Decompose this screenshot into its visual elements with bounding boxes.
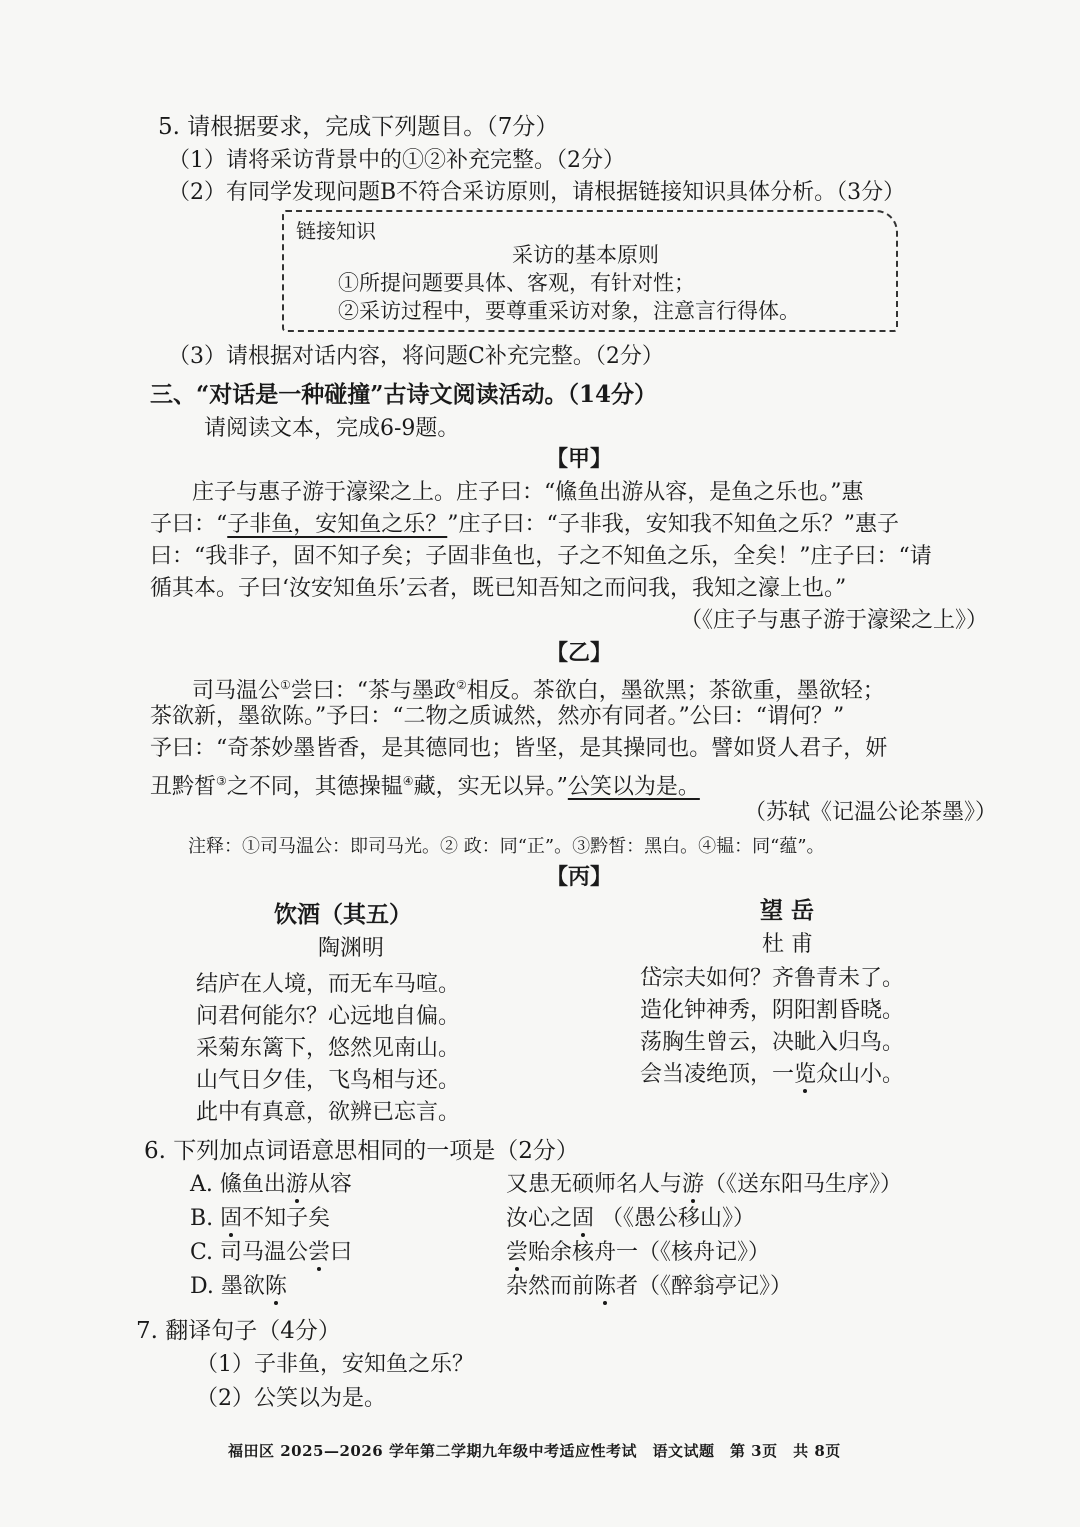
yi-label: 【乙】: [546, 640, 613, 666]
jia-line2: 子曰：“子非鱼，安知鱼之乐？”庄子曰：“子非我，安知我不知鱼之乐？”惠子: [150, 512, 900, 537]
poem1-author: 陶渊明: [318, 936, 385, 961]
poem2-title: 望 岳: [760, 897, 815, 924]
q5-sub1: （1）请将采访背景中的①②补充完整。（2分）: [168, 148, 625, 173]
q6-option-d-left: D. 墨欲陈: [190, 1274, 287, 1299]
jia-line1: 庄子与惠子游于濠梁之上。庄子曰：“鯈鱼出游从容，是鱼之乐也。”惠: [192, 480, 864, 505]
poem2-line1: 岱宗夫如何？齐鲁青未了。: [640, 966, 905, 991]
q5-sub3: （3）请根据对话内容，将问题C补充完整。（2分）: [168, 344, 664, 369]
poem1-line3: 采菊东篱下，悠然见南山。: [196, 1036, 461, 1061]
yi-notes: 注释：①司马温公：即司马光。② 政：同“正”。③黔皙：黑白。④韫：同“蕴”。: [188, 836, 825, 857]
link-box-rule1: ①所提问题要具体、客观，有针对性；: [338, 271, 695, 295]
q6-option-d-right: 杂然而前陈者（《醉翁亭记》）: [506, 1274, 793, 1299]
bing-label: 【丙】: [546, 864, 613, 890]
dotted-word: 固: [220, 1206, 243, 1231]
yi-line3: 予曰：“奇茶妙墨皆香，是其德同也；皆坚，是其操同也。譬如贤人君子，妍: [150, 736, 888, 761]
q6-option-c-left: C. 司马温公尝曰: [190, 1240, 353, 1265]
dotted-word: 陈: [594, 1274, 617, 1299]
poem2-line2: 造化钟神秀，阴阳割昏晓。: [640, 998, 905, 1023]
jia-line3: 曰：“我非子，固不知子矣；子固非鱼也，子之不知鱼之乐，全矣！”庄子曰：“请: [150, 544, 932, 569]
yi-line2: 茶欲新，墨欲陈。”予曰：“二物之质诚然，然亦有同者。”公曰：“谓何？”: [150, 704, 845, 729]
poem2-line4: 会当凌绝顶，一览众山小。: [640, 1062, 905, 1087]
q5-title: 5. 请根据要求，完成下列题目。（7分）: [158, 114, 559, 140]
q7-sub2: （2）公笑以为是。: [196, 1386, 386, 1411]
yi-line4: 丑黔皙③之不同，其德操韫④藏，实无以异。”公笑以为是。: [150, 774, 700, 800]
link-box-title: 采访的基本原则: [512, 243, 659, 267]
poem2-line3: 荡胸生曾云，决眦入归鸟。: [640, 1030, 905, 1055]
q6-title: 6. 下列加点词语意思相同的一项是（2分）: [144, 1138, 579, 1164]
section3-instruction: 请阅读文本，完成6-9题。: [204, 416, 460, 441]
section3-heading: 三、“对话是一种碰撞”古诗文阅读活动。（14分）: [150, 381, 657, 408]
q6-option-b-right: 汝心之固 （《愚公移山》）: [506, 1206, 756, 1231]
poem1-line2: 问君何能尔？心远地自偏。: [196, 1004, 461, 1029]
dotted-word: 尝: [506, 1240, 529, 1265]
page-footer: 福田区 2025—2026 学年第二学期九年级中考适应性考试 语文试题 第 3页 共 8页: [228, 1442, 841, 1460]
jia-label: 【甲】: [546, 446, 613, 472]
poem1-line5: 此中有真意，欲辨已忘言。: [196, 1100, 461, 1125]
link-box-label: 链接知识: [296, 219, 376, 243]
poem1-line4: 山气日夕佳，飞鸟相与还。: [196, 1068, 461, 1093]
q6-option-c-right: 尝贻余核舟一（《核舟记》）: [506, 1240, 771, 1265]
dotted-word: 陈: [264, 1274, 287, 1299]
q7-sub1: （1）子非鱼，安知鱼之乐？: [196, 1352, 474, 1377]
poem2-author: 杜 甫: [762, 932, 813, 957]
yi-source: （苏轼《记温公论茶墨》）: [744, 800, 998, 825]
q6-option-a-left: A. 鯈鱼出游从容: [190, 1172, 352, 1197]
q5-sub2: （2）有同学发现问题B不符合采访原则，请根据链接知识具体分析。（3分）: [168, 180, 906, 205]
yi-line1: 司马温公①尝曰：“茶与墨政②相反。茶欲白，墨欲黑；茶欲重，墨欲轻；: [192, 678, 885, 704]
jia-underlined-sentence: 子非鱼，安知鱼之乐？: [227, 512, 448, 537]
poem1-line1: 结庐在人境，而无车马喧。: [196, 972, 461, 997]
poem1-title: 饮酒（其五）: [274, 901, 412, 928]
jia-line4: 循其本。子曰‘汝安知鱼乐’云者，既已知吾知之而问我，我知之濠上也。”: [150, 576, 847, 601]
dotted-word: 固: [572, 1206, 595, 1231]
dotted-word: 览: [794, 1062, 817, 1087]
q6-option-b-left: B. 固不知子矣: [190, 1206, 331, 1231]
link-box-rule2: ②采访过程中，要尊重采访对象，注意言行得体。: [338, 299, 800, 323]
dotted-word: 游: [682, 1172, 705, 1197]
q6-option-a-right: 又患无硕师名人与游（《送东阳马生序》）: [506, 1172, 903, 1197]
dotted-word: 游: [285, 1172, 308, 1197]
q7-title: 7. 翻译句子（4分）: [136, 1318, 341, 1344]
jia-source: （《庄子与惠子游于濠梁之上》）: [680, 608, 989, 633]
dotted-word: 尝: [308, 1240, 331, 1265]
yi-underlined-sentence: 公笑以为是。: [567, 774, 700, 800]
